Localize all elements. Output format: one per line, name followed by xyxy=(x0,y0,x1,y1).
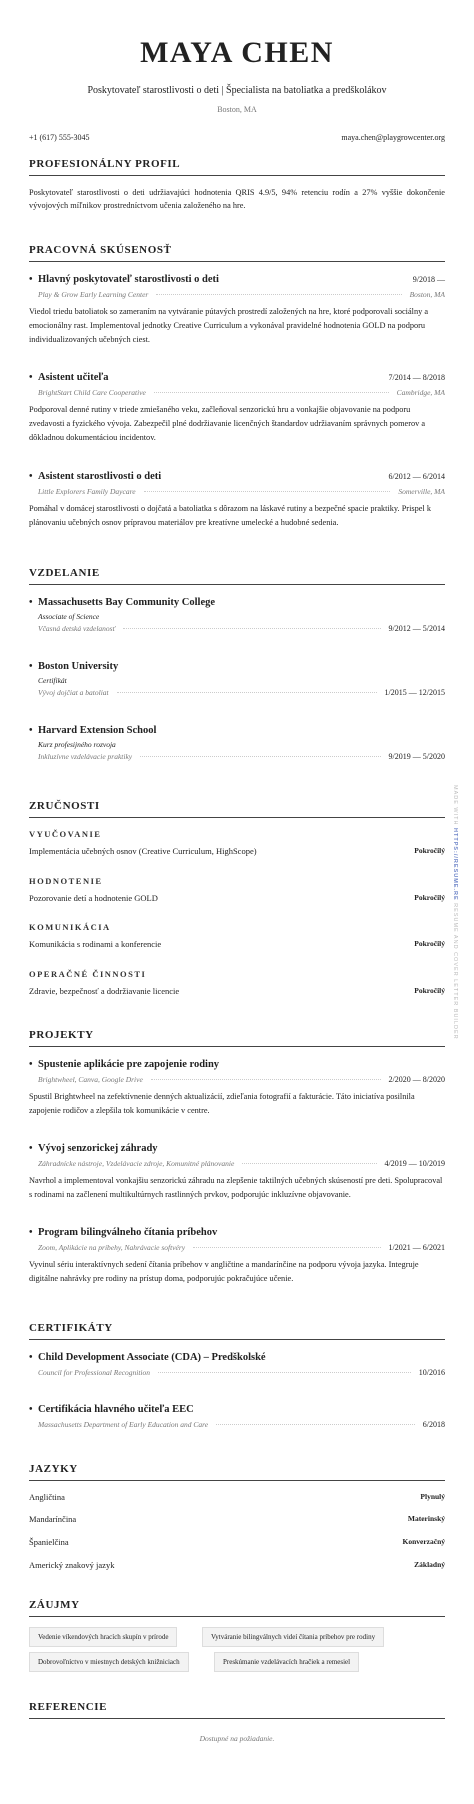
project-date: 4/2019 — 10/2019 xyxy=(384,1159,445,1168)
education-title: VZDELANIE xyxy=(29,567,445,585)
project-date: 1/2021 — 6/2021 xyxy=(388,1243,445,1252)
field-of-study: Inkluzívne vzdelávacie praktiky xyxy=(38,752,133,761)
languages-title: JAZYKY xyxy=(29,1463,445,1481)
experience-title: PRACOVNÁ SKÚSENOSŤ xyxy=(29,244,445,262)
job-location: Somerville, MA xyxy=(398,487,445,496)
degree: Kurz profesijného rozvoja xyxy=(38,740,116,749)
profile-section xyxy=(29,158,445,212)
job-date: 6/2012 — 6/2014 xyxy=(388,472,445,481)
skills-section xyxy=(29,800,445,818)
skill-level: Pokročilý xyxy=(414,986,445,995)
projects-title: PROJEKTY xyxy=(29,1029,445,1047)
contact-row xyxy=(29,133,445,143)
project-description: Navrhol a implementoval vonkajšiu senzorickú záhradu na zlepšenie taktilných učebných skúseností pre deti. Spolupracoval s rodinami na začlenení multikultúrnych rastlinných prvkov, podporujúc inkluzívne objavovanie. xyxy=(29,1176,443,1199)
skill-level: Pokročilý xyxy=(414,893,445,902)
skill-row xyxy=(29,846,445,856)
language-row xyxy=(29,1537,445,1547)
job-description: Podporoval denné rutiny v triede zmiešaného veku, začleňoval senzorickú hru a vonkajšie objavovanie na podporu zvedavosti a fyzického vývoja. Zabezpečil plné dodržiavanie licenčných štandardov udržiavaním správnych pomerov a dôkladnou dokumentáciou incidentov. xyxy=(29,405,426,442)
language-level: Plynulý xyxy=(420,1492,445,1501)
watermark xyxy=(452,785,458,1040)
language-row xyxy=(29,1514,445,1524)
project-tech: Záhradnícke nástroje, Vzdelávacie zdroje, Komunitné plánovanie xyxy=(38,1159,235,1168)
education-entry xyxy=(29,597,445,633)
degree: Associate of Science xyxy=(38,612,100,621)
project-name: • Spustenie aplikácie pre zapojenie rodiny xyxy=(29,1059,219,1070)
certification-entry xyxy=(29,1352,445,1377)
interest-chip: Vedenie víkendových hracích skupín v prírode xyxy=(29,1627,177,1647)
language-name: Americký znakový jazyk xyxy=(29,1560,115,1570)
skill-name: Komunikácia s rodinami a konferencie xyxy=(29,939,162,949)
experience-section xyxy=(29,244,445,262)
watermark-link[interactable]: HTTPS://RESUME.RE xyxy=(452,828,458,901)
field-of-study: Vývoj dojčiat a batoliat xyxy=(38,688,109,697)
job-location: Boston, MA xyxy=(409,290,445,299)
interests-section xyxy=(29,1599,445,1617)
skill-category: VYUČOVANIE xyxy=(29,829,102,839)
project-description: Vyvinul sériu interaktívnych sedení čítania príbehov v angličtine a mandarínčine na podporu vývoja jazyka. Integruje digitálne nahrávky pre rodiny na prístup doma, podporujúc pokračujúce učenie. xyxy=(29,1260,419,1283)
certifications-title: CERTIFIKÁTY xyxy=(29,1322,445,1340)
skill-row xyxy=(29,939,445,949)
project-tech: Zoom, Aplikácie na príbehy, Nahrávacie softvéry xyxy=(38,1243,186,1252)
watermark-suffix: RESUME AND COVER LETTER BUILDER xyxy=(452,903,458,1040)
project-entry xyxy=(29,1143,445,1202)
skill-category: KOMUNIKÁCIA xyxy=(29,922,111,932)
certification-entry xyxy=(29,1404,445,1429)
job-description: Pomáhal v domácej starostlivosti o dojčatá a batoliatka s dôrazom na láskavé rutiny a bezpečné spacie praktiky. Prispel k plánovaniu učebných osnov prípravou materiálov pre kreatívne umelecké a hudobné sedenia. xyxy=(29,504,431,527)
skill-category: OPERAČNÉ ČINNOSTI xyxy=(29,969,147,979)
skill-row xyxy=(29,986,445,996)
language-level: Základný xyxy=(414,1560,445,1569)
interest-chip: Dobrovoľníctvo v miestnych detských knižniciach xyxy=(29,1652,189,1672)
job-date: 9/2018 — xyxy=(412,275,445,284)
language-row xyxy=(29,1492,445,1502)
education-date: 9/2012 — 5/2014 xyxy=(388,624,445,633)
experience-entry xyxy=(29,471,445,530)
language-name: Španielčina xyxy=(29,1537,69,1547)
experience-entry xyxy=(29,274,445,347)
education-section xyxy=(29,567,445,585)
certification-date: 6/2018 xyxy=(422,1420,445,1429)
project-name: • Vývoj senzorickej záhrady xyxy=(29,1143,158,1154)
company-name: BrightStart Child Care Cooperative xyxy=(38,388,146,397)
skills-title: ZRUČNOSTI xyxy=(29,800,445,818)
job-title: • Asistent starostlivosti o deti xyxy=(29,471,161,482)
candidate-subtitle: Poskytovateľ starostlivosti o deti | Špecialista na batoliatka a predškolákov xyxy=(87,85,387,96)
education-date: 9/2019 — 5/2020 xyxy=(388,752,445,761)
certification-date: 10/2016 xyxy=(418,1368,445,1377)
certifications-section xyxy=(29,1322,445,1340)
project-entry xyxy=(29,1227,445,1286)
skill-category: HODNOTENIE xyxy=(29,876,103,886)
profile-title: PROFESIONÁLNY PROFIL xyxy=(29,158,445,176)
watermark-prefix: MADE WITH xyxy=(452,785,458,826)
interest-chip: Preskúmanie vzdelávacích hračiek a remesiel xyxy=(214,1652,359,1672)
skill-level: Pokročilý xyxy=(414,939,445,948)
project-description: Spustil Brightwheel na zefektívnenie denných aktualizácií, zdieľania fotografií a fakturácie. Táto iniciatíva posilnila zapojenie rodičov a zlepšila tok komunikácie v centre. xyxy=(29,1092,415,1115)
job-description: Viedol triedu batoliatok so zameraním na vytváranie pútavých prostredí založených na hre, ktoré podporovali sociálny a emocionálny rast. Implementoval jednotky Creative Curriculum a vykonával pravidelné hodnotenia GOLD na podporu individualizovaných učebných ciest. xyxy=(29,307,428,344)
job-date: 7/2014 — 8/2018 xyxy=(388,373,445,382)
certification-issuer: Council for Professional Recognition xyxy=(38,1368,151,1377)
project-entry xyxy=(29,1059,445,1118)
candidate-location: Boston, MA xyxy=(217,105,257,114)
skill-name: Implementácia učebných osnov (Creative Curriculum, HighScope) xyxy=(29,846,257,856)
degree: Certifikát xyxy=(38,676,67,685)
phone-number: +1 (617) 555-3045 xyxy=(29,133,90,142)
resume-page xyxy=(29,0,445,1743)
company-name: Little Explorers Family Daycare xyxy=(38,487,136,496)
references-title: REFERENCIE xyxy=(29,1701,445,1719)
skill-name: Zdravie, bezpečnosť a dodržiavanie licencie xyxy=(29,986,180,996)
candidate-name: MAYA CHEN xyxy=(140,36,334,69)
field-of-study: Včasná detská vzdelanosť xyxy=(38,624,116,633)
certification-issuer: Massachusetts Department of Early Education and Care xyxy=(38,1420,209,1429)
education-entry xyxy=(29,661,445,697)
school-name: • Harvard Extension School xyxy=(29,725,156,736)
projects-section xyxy=(29,1029,445,1047)
references-section xyxy=(29,1701,445,1719)
project-name: • Program bilingválneho čítania príbehov xyxy=(29,1227,217,1238)
skill-name: Pozorovanie detí a hodnotenie GOLD xyxy=(29,893,158,903)
language-name: Angličtina xyxy=(29,1492,65,1502)
project-tech: Brightwheel, Canva, Google Drive xyxy=(38,1075,143,1084)
project-date: 2/2020 — 8/2020 xyxy=(388,1075,445,1084)
skill-level: Pokročilý xyxy=(414,846,445,855)
language-row xyxy=(29,1560,445,1570)
profile-text: Poskytovateľ starostlivosti o deti udržiavajúci hodnotenia QRIS 4.9/5, 94% retenciu rodín a 27% vyššie dokončenie vývojových míľnikov prostredníctvom učenia založeného na hre. xyxy=(29,188,445,210)
certification-name: • Child Development Associate (CDA) – Predškolské xyxy=(29,1352,266,1363)
language-level: Materinský xyxy=(407,1514,445,1523)
language-name: Mandarínčina xyxy=(29,1514,77,1524)
education-entry xyxy=(29,725,445,761)
language-level: Konverzačný xyxy=(402,1537,445,1546)
email-address: maya.chen@playgrowcenter.org xyxy=(341,133,445,142)
education-date: 1/2015 — 12/2015 xyxy=(384,688,445,697)
interest-chip: Vytváranie bilingválnych videí čítania príbehov pre rodiny xyxy=(202,1627,384,1647)
references-text: Dostupné na požiadanie. xyxy=(199,1734,275,1743)
skill-row xyxy=(29,893,445,903)
certification-name: • Certifikácia hlavného učiteľa EEC xyxy=(29,1404,194,1415)
job-location: Cambridge, MA xyxy=(396,388,445,397)
resume-header xyxy=(29,36,445,143)
experience-entry xyxy=(29,372,445,445)
job-title: • Hlavný poskytovateľ starostlivosti o deti xyxy=(29,274,219,285)
interests-title: ZÁUJMY xyxy=(29,1599,445,1617)
company-name: Play & Grow Early Learning Center xyxy=(38,290,149,299)
job-title: • Asistent učiteľa xyxy=(29,372,109,383)
languages-section xyxy=(29,1463,445,1481)
school-name: • Massachusetts Bay Community College xyxy=(29,597,215,608)
school-name: • Boston University xyxy=(29,661,118,672)
